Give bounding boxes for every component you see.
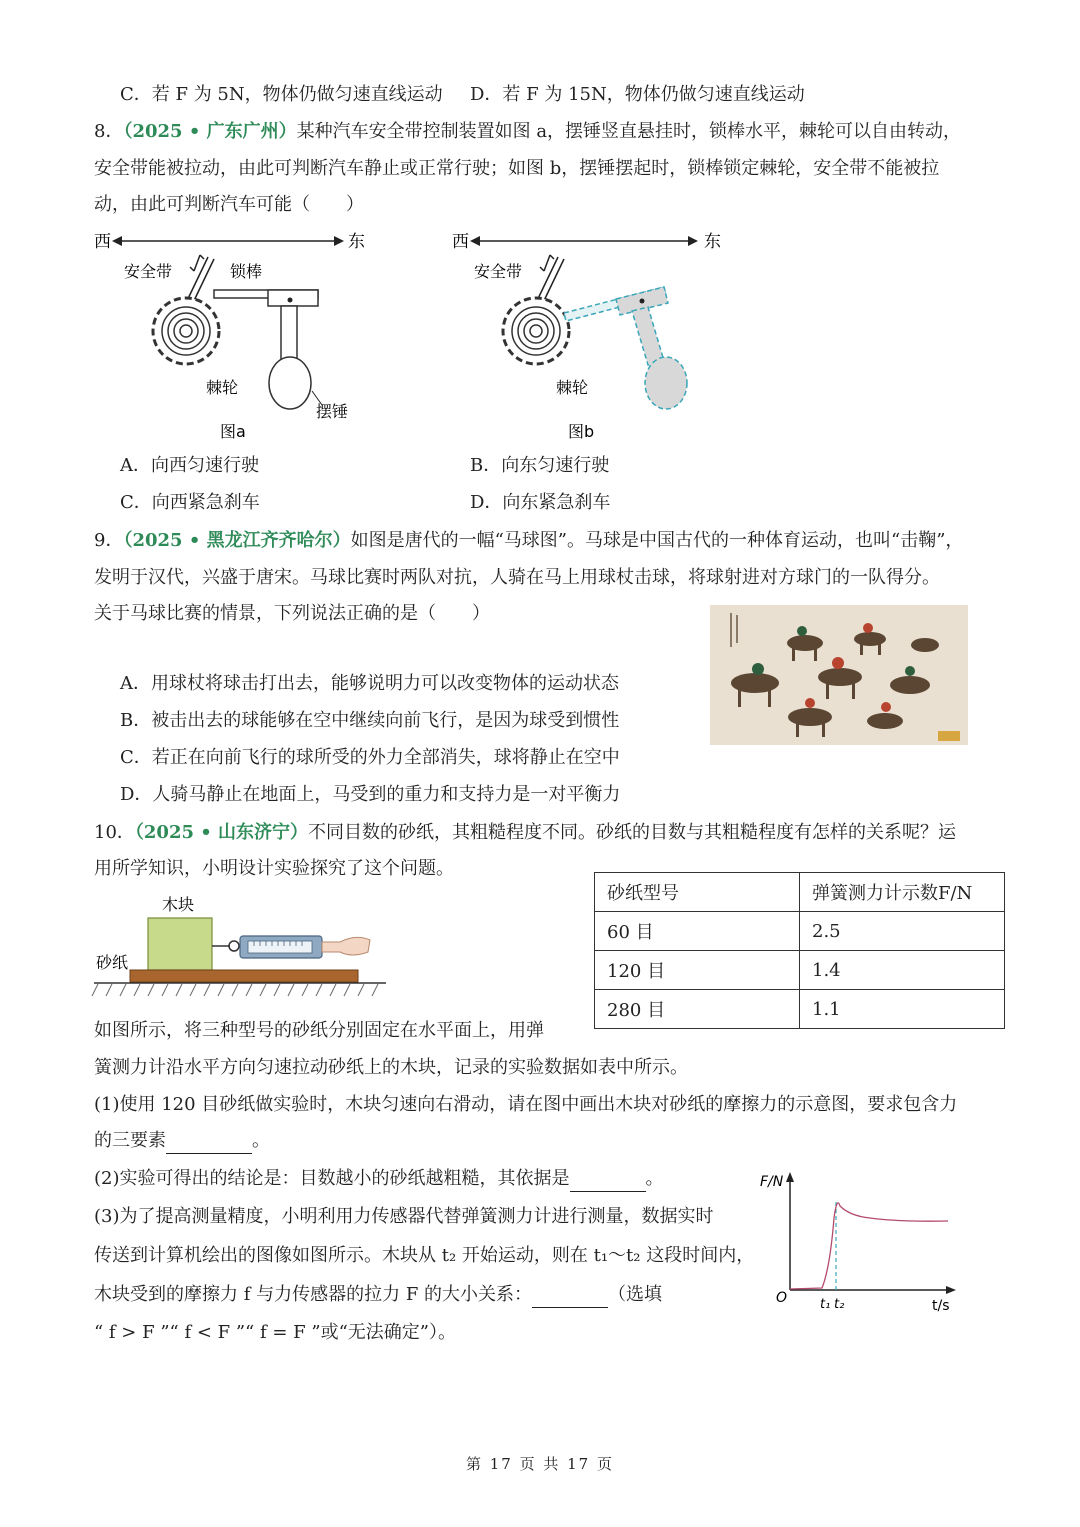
polo-painting-image	[710, 605, 968, 745]
table-cell: 1.1	[800, 990, 1005, 1029]
q9-line3: 关于马球比赛的情景，下列说法正确的是（ ）	[94, 603, 490, 624]
force-time-graph	[760, 1168, 960, 1318]
graph-t1-label: t₁	[820, 1297, 831, 1312]
q8-line1	[94, 119, 961, 145]
graph-y-label: F/N	[760, 1174, 784, 1190]
block-label: 木块	[162, 895, 195, 914]
seatbelt-figure-b	[448, 225, 748, 445]
q8-line2: 安全带能被拉动，由此可判断汽车静止或正常行驶；如图 b，摆锤摆起时，锁棒锁定棘轮，安全带不能被拉	[94, 158, 940, 179]
sandpaper-label: 砂纸	[96, 953, 129, 972]
east-label-b: 东	[704, 232, 721, 252]
q10-part1-end: 。	[252, 1130, 270, 1151]
q10-part2	[94, 1166, 664, 1192]
ratchet-b	[503, 298, 569, 364]
ratchet-label-b: 棘轮	[556, 378, 589, 397]
q8-text1: 某种汽车安全带控制装置如图 a，摆锤竖直悬挂时，锁棒水平，棘轮可以自由转动，	[296, 121, 962, 142]
sandpaper-apparatus-figure	[90, 888, 390, 1008]
east-label-a: 东	[348, 232, 365, 252]
q8-number: 8．	[94, 121, 124, 142]
q9-option-a: A．用球杖将球击打出去，能够说明力可以改变物体的运动状态	[120, 673, 619, 694]
answer-blank-1[interactable]	[166, 1133, 252, 1154]
q10-line2: 用所学知识，小明设计实验探究了这个问题。	[94, 858, 454, 879]
q10-part3-line2: 传送到计算机绘出的图像如图所示。木块从 t₂ 开始运动，则在 t₁～t₂ 这段时间内，	[94, 1245, 755, 1266]
q10-part3-line3	[94, 1282, 662, 1308]
q10-part3-line1: (3)为了提高测量精度，小明利用力传感器代替弹簧测力计进行测量，数据实时	[94, 1206, 714, 1227]
table-cell: 280 目	[595, 990, 800, 1029]
graph-t2-label: t₂	[834, 1297, 845, 1312]
q9-number: 9．	[94, 530, 124, 551]
q10-part1-text: 的三要素	[94, 1130, 166, 1151]
table-header-row	[595, 873, 1005, 912]
ratchet-label-a: 棘轮	[206, 378, 239, 397]
answer-blank-2[interactable]	[570, 1171, 646, 1192]
q10-part1-line1: (1)使用 120 目砂纸做实验时，木块匀速向右滑动，请在图中画出木块对砂纸的摩擦力的示意图，要求包含力	[94, 1094, 958, 1115]
graph-origin-label: O	[776, 1290, 788, 1306]
q10-number: 10．	[94, 822, 135, 843]
table-header-cell: 砂纸型号	[595, 873, 800, 912]
q10-source: （2025 • 山东济宁）	[134, 822, 309, 843]
table-row	[595, 951, 1005, 990]
rod-label-a: 锁棒	[230, 262, 263, 281]
q9-source: （2025 • 黑龙江齐齐哈尔）	[123, 530, 351, 551]
table-row	[595, 912, 1005, 951]
q10-part2-text: (2)实验可得出的结论是：目数越小的砂纸越粗糙，其依据是	[94, 1168, 570, 1189]
q8-option-b: B．向东匀速行驶	[470, 455, 610, 476]
seatbelt-figure-a	[90, 225, 390, 445]
table-cell: 1.4	[800, 951, 1005, 990]
ratchet-a	[153, 298, 219, 364]
caption-b: 图b	[568, 422, 595, 441]
q9-line1	[94, 528, 963, 554]
q10-part3-end: （选填	[608, 1284, 663, 1305]
belt-label-b: 安全带	[474, 262, 523, 281]
q10-line1	[94, 820, 956, 846]
q10-part2-end: 。	[645, 1168, 664, 1189]
table-row	[595, 990, 1005, 1029]
pendulum-label-a: 摆锤	[316, 402, 349, 421]
q9-line2: 发明于汉代，兴盛于唐宋。马球比赛时两队对抗，人骑在马上用球杖击球，将球射进对方球门的一队得分。	[94, 567, 940, 588]
q9-option-c: C．若正在向前飞行的球所受的外力全部消失，球将静止在空中	[120, 747, 620, 768]
west-label-a: 西	[94, 232, 111, 252]
graph-x-label: t/s	[932, 1298, 950, 1314]
q8-line3: 动，由此可判断汽车可能（ ）	[94, 194, 364, 215]
q9-text1: 如图是唐代的一幅“马球图”。马球是中国古代的一种体育运动，也叫“击鞠”，	[350, 530, 964, 551]
caption-a: 图a	[220, 422, 246, 441]
q10-part3-line4: “ f > F ”“ f < F ”“ f = F ”或“无法确定”）。	[94, 1322, 456, 1343]
table-cell: 120 目	[595, 951, 800, 990]
page-footer: 第 17 页 共 17 页	[465, 1455, 614, 1473]
q10-text1: 不同目数的砂纸，其粗糙程度不同。砂纸的目数与其粗糙程度有怎样的关系呢？运	[308, 822, 957, 843]
q8-source: （2025 • 广东广州）	[123, 121, 297, 142]
table-header-cell: 弹簧测力计示数F/N	[800, 873, 1005, 912]
belt-label-a: 安全带	[124, 262, 173, 281]
q10-line3: 如图所示，将三种型号的砂纸分别固定在水平面上，用弹	[94, 1020, 544, 1041]
q10-line4: 簧测力计沿水平方向匀速拉动砂纸上的木块，记录的实验数据如表中所示。	[94, 1057, 688, 1078]
answer-blank-3[interactable]	[532, 1287, 608, 1308]
q7-option-d: D．若 F 为 15N，物体仍做匀速直线运动	[470, 84, 805, 105]
q7-option-c: C．若 F 为 5N，物体仍做匀速直线运动	[120, 84, 443, 105]
q9-option-b: B．被击出去的球能够在空中继续向前飞行，是因为球受到惯性	[120, 710, 620, 731]
west-label-b: 西	[452, 232, 469, 252]
table-cell: 60 目	[595, 912, 800, 951]
table-cell: 2.5	[800, 912, 1005, 951]
q9-option-d: D．人骑马静止在地面上，马受到的重力和支持力是一对平衡力	[120, 784, 621, 805]
q10-part1-line2	[94, 1128, 270, 1154]
sandpaper-data-table	[594, 872, 1005, 1029]
q8-option-c: C．向西紧急刹车	[120, 492, 260, 513]
q8-option-a: A．向西匀速行驶	[120, 455, 259, 476]
q8-option-d: D．向东紧急刹车	[470, 492, 611, 513]
q10-part3-text: 木块受到的摩擦力 f 与力传感器的拉力 F 的大小关系：	[94, 1284, 533, 1305]
